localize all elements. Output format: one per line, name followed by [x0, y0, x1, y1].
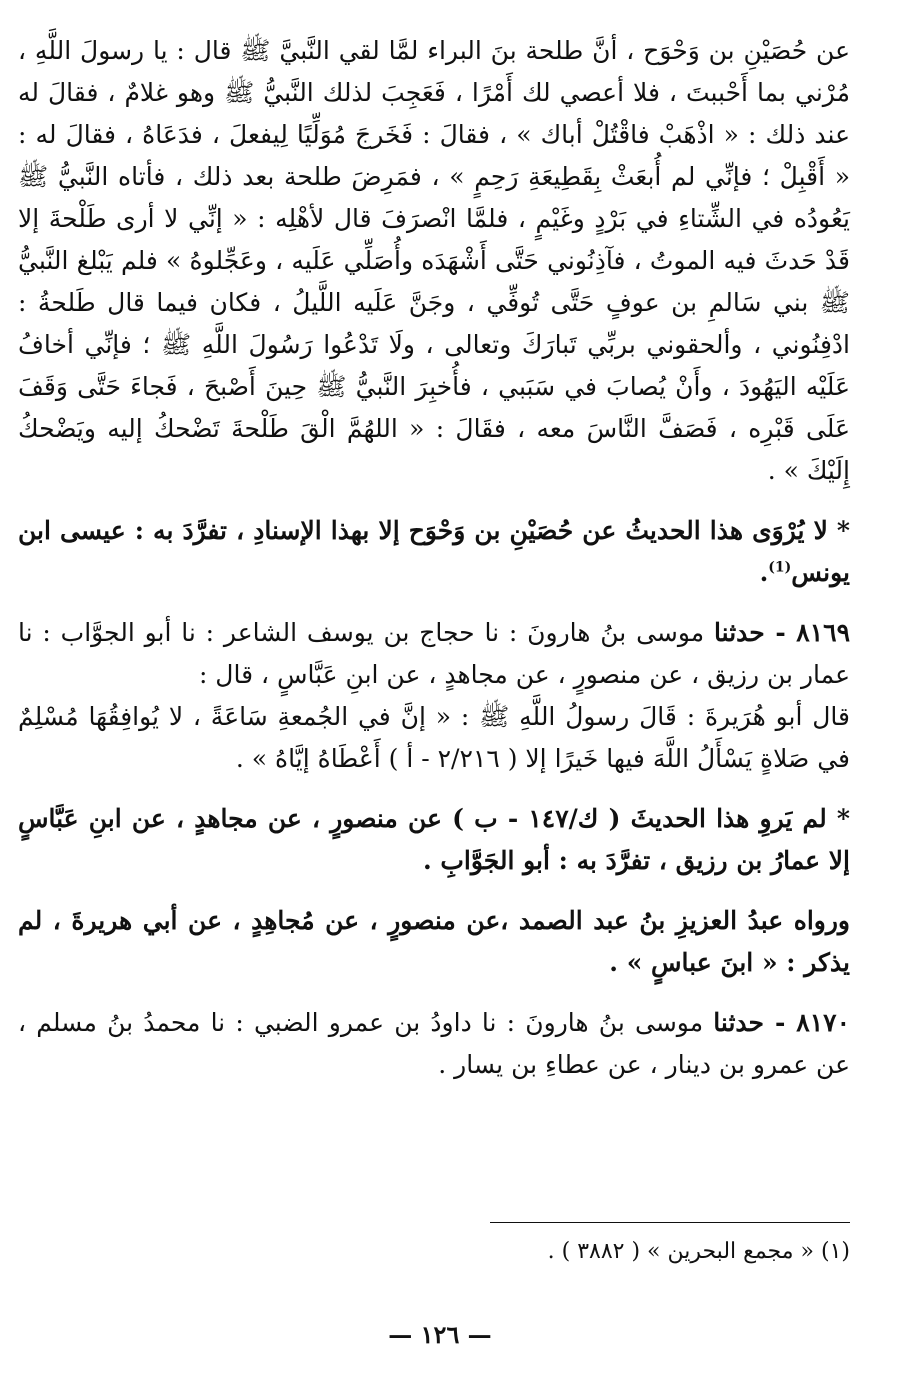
commentary-note-3: ورواه عبدُ العزيزِ بنُ عبد الصمد ،عن منصورٍ ، عن مُجاهِدٍ ، عن أبي هريرةَ ، لم يذكر : « ابنَ عباسٍ » .	[18, 906, 850, 977]
hadith-number-8169: ٨١٦٩ - حدثنا	[714, 618, 851, 647]
page-body	[18, 30, 850, 1086]
hadith-8169-isnad: موسى بنُ هارونَ : نا حجاج بن يوسف الشاعر : نا أبو الجوَّاب : نا عمار بن رزيق ، عن منصورٍ ، عن مجاهدٍ ، عن ابنِ عَبَّاسٍ ، قال :	[18, 618, 850, 689]
commentary-note-2: * لم يَروِ هذا الحديثَ ( ك/١٤٧ - ب ) عن منصورٍ ، عن مجاهدٍ ، عن ابنِ عَبَّاسٍ إلا عمارُ بن رزيق ، تفرَّدَ به : أبو الجَوَّابِ .	[18, 804, 851, 875]
hadith-8170-isnad: موسى بنُ هارونَ : نا داودُ بن عمرو الضبي : نا محمدُ بنُ مسلم ، عن عمرو بن دينار ، عن عطاءِ بن يسار .	[18, 1008, 850, 1079]
commentary-note-1-text: * لا يُرْوَى هذا الحديثُ عن حُصَيْنِ بن وَحْوَح إلا بهذا الإسنادِ ، تفرَّدَ به : عيسى ابن يونس	[18, 516, 850, 587]
hadith-number-8170: ٨١٧٠ - حدثنا	[713, 1008, 851, 1037]
hadith-8169-chain	[18, 612, 850, 696]
hadith-8169-matn: قال أبو هُرَيرةَ : قَالَ رسولُ اللَّهِ ﷺ : « إنَّ في الجُمعةِ سَاعَةً ، لا يُوافِقُهَا مُسْلِمٌ في صَلاةٍ يَسْأَلُ اللَّهَ فيها خَيرًا إلا ( ٢/٢١٦ - أ ) أَعْطَاهُ إيَّاهُ » .	[18, 702, 850, 773]
page-number: — ١٢٦ —	[388, 1320, 492, 1349]
hadith-8170-chain	[18, 1002, 850, 1086]
footnote: (١) « مجمع البحرين » ( ٣٨٨٢ ) .	[547, 1239, 850, 1264]
commentary-note-1: * لا يُرْوَى هذا الحديثُ عن حُصَيْنِ بن وَحْوَح إلا بهذا الإسنادِ ، تفرَّدَ به : عيسى ابن يونس$^{(1)}$.	[18, 516, 850, 587]
footnote-reference: (1)	[768, 559, 792, 576]
hadith-text-paragraph: عن حُصَيْنِ بن وَحْوَح ، أنَّ طلحة بنَ البراء لمَّا لقي النَّبيَّ ﷺ قال : يا رسولَ اللَّهِ ، مُرْني بما أَحْببتَ ، فلا أعصي لك أَمْرًا ، فَعَجِبَ لذلك النَّبيُّ ﷺ وهو غلامٌ ، فقالَ له عند ذلك : « اذْهَبْ فاقْتُلْ أباك » ، فقالَ : فَخَرجَ مُوَلِّيًا لِيفعلَ ، فدَعَاهُ ، فقالَ له : « أَقْبِلْ ؛ فإنِّي لم أُبعَثْ بِقَطِيعَةِ رَحِمٍ » ، فمَرِضَ طلحة بعد ذلك ، فأتاه النَّبيُّ ﷺ يَعُودُه في الشِّتاءِ في بَرْدٍ وغَيْمٍ ، فلمَّا انْصرَفَ قال لأهْلِه : « إنِّي لا أرى طَلْحةَ إلا قَدْ حَدثَ فيه الموتُ ، فآذِنُوني حَتَّى أَشْهَدَه وأُصَلِّي عَلَيه ، وعَجِّلوهُ » فلم يَبْلغ النَّبيُّ ﷺ بني سَالمِ بن عوفٍ حَتَّى تُوفِّي ، وجَنَّ عَلَيه اللَّيلُ ، فكان فيما قال طَلحةُ : ادْفِنُوني ، وألحقوني بربِّي تَبارَكَ وتعالى ، ولَا تَدْعُوا رَسُولَ اللَّهِ ﷺ ؛ فإنِّي أخافُ عَلَيْه اليَهُودَ ، وأَنْ يُصابَ في سَبَبي ، فأُخبِرَ النَّبيُّ ﷺ حِينَ أَصْبحَ ، فَجاءَ حَتَّى وَقَفَ عَلَى قَبْرِه ، فَصَفَّ النَّاسَ معه ، فقَالَ : « اللهُمَّ الْقَ طَلْحةَ تَضْحكُ إليه ويَضْحكُ إِلَيْكَ » .	[18, 36, 850, 485]
footnote-divider	[490, 1222, 850, 1223]
